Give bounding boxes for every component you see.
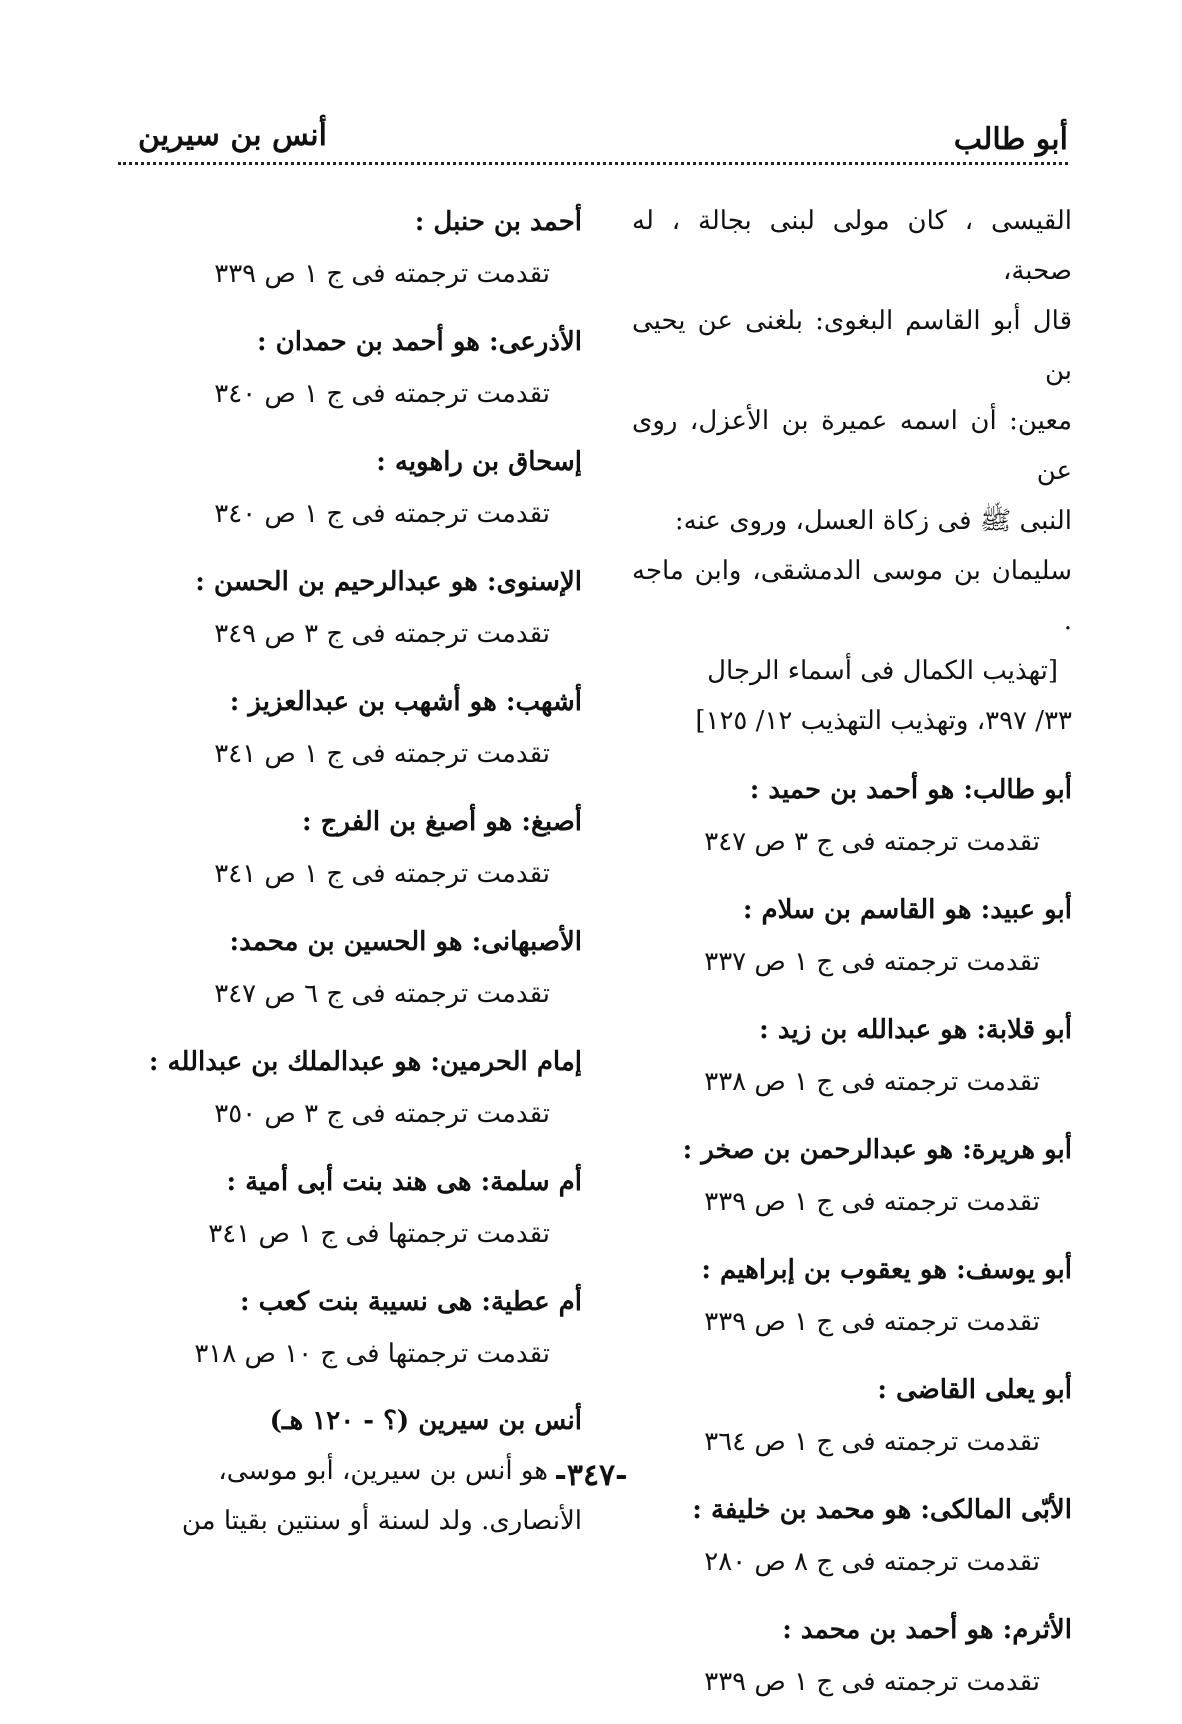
entry-reference: تقدمت ترجمتها فى ج ١٠ ص ٣١٨ bbox=[194, 1339, 550, 1369]
reference-line: ٣٣/ ٣٩٧، وتهذيب التهذيب ١٢/ ١٢٥] bbox=[695, 706, 1072, 736]
page-number: -٣٤٧- bbox=[554, 1458, 628, 1493]
entry-reference: تقدمت ترجمته فى ج ١ ص ٣٣٨ bbox=[704, 1067, 1040, 1097]
entry-name: أبو طالب: هو أحمد بن حميد : bbox=[749, 775, 1072, 805]
entry-name: إمام الحرمين: هو عبدالملك بن عبدالله : bbox=[148, 1047, 582, 1077]
intro-line: قال أبو القاسم البغوى: بلغنى عن يحيى بن bbox=[632, 306, 1072, 386]
entry bbox=[632, 764, 1072, 868]
entry-reference: تقدمت ترجمته فى ج ٣ ص ٣٤٧ bbox=[704, 827, 1040, 857]
entry-name: أشهب: هو أشهب بن عبدالعزيز : bbox=[229, 687, 582, 717]
biography-title: أنس بن سيرين (؟ - ١٢٠ هـ) bbox=[269, 1406, 582, 1436]
entry-reference: تقدمت ترجمته فى ج ١ ص ٣٤١ bbox=[214, 859, 550, 889]
entry-name: أحمد بن حنبل : bbox=[414, 207, 582, 237]
entry-name: الأصبهانى: هو الحسين بن محمد: bbox=[229, 927, 582, 957]
entry bbox=[112, 1156, 582, 1260]
reference-citation bbox=[632, 646, 1072, 746]
intro-line: القيسى ، كان مولى لبنى بجالة ، له صحبة، bbox=[632, 206, 1072, 286]
intro-paragraph bbox=[632, 196, 1072, 646]
entry-reference: تقدمت ترجمته فى ج ١ ص ٣٣٩ bbox=[704, 1307, 1040, 1337]
right-column bbox=[632, 196, 1072, 1724]
biography-line: الأنصارى. ولد لسنة أو سنتين بقيتا من bbox=[181, 1506, 582, 1536]
entry-name: أم عطية: هى نسيبة بنت كعب : bbox=[240, 1287, 582, 1317]
entry-name: أبو هريرة: هو عبدالرحمن بن صخر : bbox=[682, 1135, 1072, 1165]
entry-reference: تقدمت ترجمته فى ج ٣ ص ٣٤٩ bbox=[214, 619, 550, 649]
entry bbox=[112, 196, 582, 300]
entry-reference: تقدمت ترجمته فى ج ١ ص ٣٣٩ bbox=[704, 1187, 1040, 1217]
entry-name: الأثرم: هو أحمد بن محمد : bbox=[782, 1615, 1072, 1645]
entry-reference: تقدمت ترجمتها فى ج ١ ص ٣٤١ bbox=[208, 1219, 550, 1249]
entry-name: الإسنوى: هو عبدالرحيم بن الحسن : bbox=[195, 567, 582, 597]
intro-line: النبى ﷺ فى زكاة العسل، وروى عنه: bbox=[674, 506, 1072, 536]
entry-reference: تقدمت ترجمته فى ج ١ ص ٣٣٩ bbox=[214, 259, 550, 289]
biography-text: هو أنس بن سيرين، أبو موسى، bbox=[218, 1456, 548, 1486]
entry-reference: تقدمت ترجمته فى ج ١ ص ٣٣٧ bbox=[704, 947, 1040, 977]
entry-name: أبو يعلى القاضى : bbox=[877, 1375, 1072, 1405]
entry-name: الأذرعى: هو أحمد بن حمدان : bbox=[256, 327, 582, 357]
entry bbox=[632, 1004, 1072, 1108]
entry-name: أصبغ: هو أصبغ بن الفرج : bbox=[301, 807, 582, 837]
entry-reference: تقدمت ترجمته فى ج ٦ ص ٣٤٧ bbox=[214, 979, 550, 1009]
entry-reference: تقدمت ترجمته فى ج ١ ص ٣٤٠ bbox=[214, 499, 550, 529]
entry bbox=[632, 1124, 1072, 1228]
reference-line: [تهذيب الكمال فى أسماء الرجال bbox=[707, 656, 1058, 686]
intro-line: سليمان بن موسى الدمشقى، وابن ماجه . bbox=[632, 556, 1072, 636]
entry-reference: تقدمت ترجمته فى ج ٣ ص ٣٥٠ bbox=[214, 1099, 550, 1129]
entry bbox=[112, 796, 582, 900]
entry-reference: تقدمت ترجمته فى ج ١ ص ٣٣٩ bbox=[704, 1667, 1040, 1697]
entry bbox=[112, 436, 582, 540]
entry bbox=[112, 916, 582, 1020]
entry bbox=[632, 1364, 1072, 1468]
entry bbox=[632, 1604, 1072, 1708]
intro-line: معين: أن اسمه عميرة بن الأعزل، روى عن bbox=[632, 406, 1072, 486]
entry bbox=[632, 1244, 1072, 1348]
entry bbox=[112, 676, 582, 780]
entry-reference: تقدمت ترجمته فى ج ١ ص ٣٤٠ bbox=[214, 379, 550, 409]
entry bbox=[632, 1484, 1072, 1588]
entry bbox=[112, 1036, 582, 1140]
header-left-title: أنس بن سيرين bbox=[138, 118, 327, 153]
entry-name: أبو عبيد: هو القاسم بن سلام : bbox=[742, 895, 1072, 925]
running-header bbox=[118, 112, 1068, 165]
left-column bbox=[112, 196, 582, 1546]
entry bbox=[112, 316, 582, 420]
entry-name: إسحاق بن راهويه : bbox=[376, 447, 582, 477]
entry-name: الأبّى المالكى: هو محمد بن خليفة : bbox=[692, 1495, 1072, 1525]
entry-name: أم سلمة: هى هند بنت أبى أمية : bbox=[226, 1167, 582, 1197]
entry-reference: تقدمت ترجمته فى ج ١ ص ٣٦٤ bbox=[704, 1427, 1040, 1457]
entry-name: أبو قلابة: هو عبدالله بن زيد : bbox=[759, 1015, 1072, 1045]
header-right-title: أبو طالب bbox=[953, 122, 1068, 157]
entry bbox=[632, 884, 1072, 988]
entry bbox=[112, 1276, 582, 1380]
entry bbox=[112, 556, 582, 660]
entry-reference: تقدمت ترجمته فى ج ١ ص ٣٤١ bbox=[214, 739, 550, 769]
entry-reference: تقدمت ترجمته فى ج ٨ ص ٢٨٠ bbox=[704, 1547, 1040, 1577]
entry-name: أبو يوسف: هو يعقوب بن إبراهيم : bbox=[701, 1255, 1072, 1285]
